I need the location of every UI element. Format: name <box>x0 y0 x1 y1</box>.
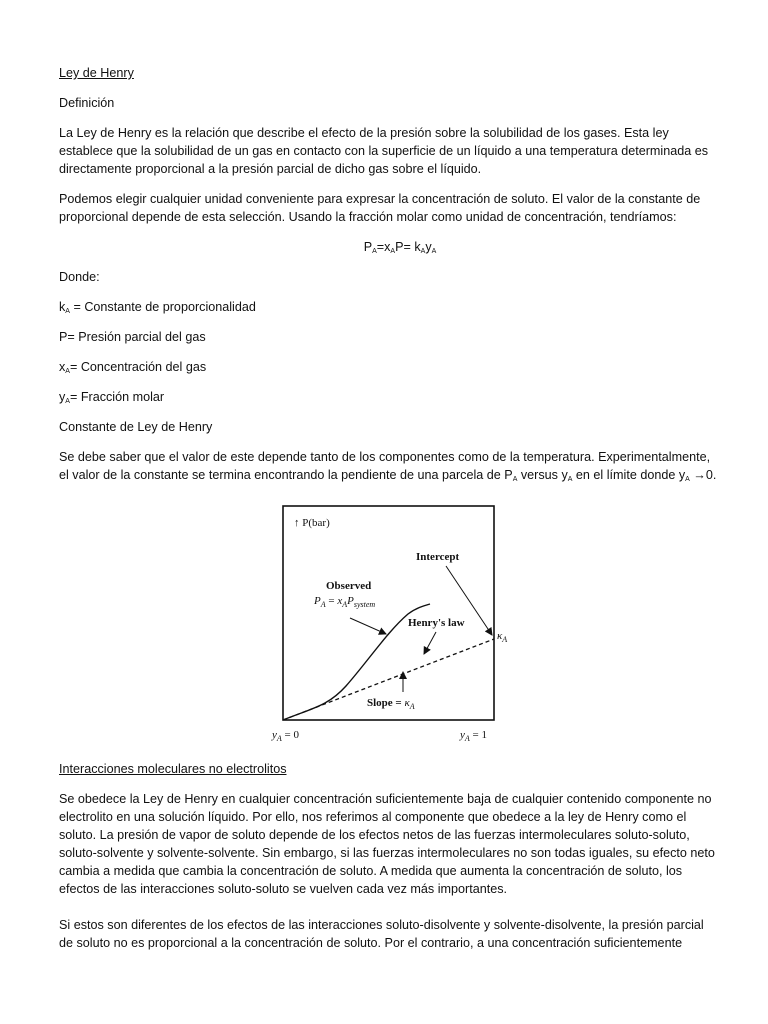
section-title-interactions: Interacciones moleculares no electrolitos <box>59 762 287 776</box>
henrys-law-label: Henry's law <box>408 617 465 629</box>
y-axis-label: ↑ P(bar) <box>294 517 330 529</box>
plot-frame <box>283 506 494 720</box>
paragraph-experimental: Se debe saber que el valor de este depende tanto de los componentes como de la temperatura. Experimentalmente, el valor de la constante se termina encontrando la pendiente de una parcela de $P_A$ versus $y_A$ en el límite donde $y_A \to 0$. <box>59 450 717 483</box>
x-right-label: $y_A = 1$ <box>460 729 487 743</box>
henry-law-diagram <box>268 496 568 746</box>
paragraph-solute-pressure: Si estos son diferentes de los efectos de las interacciones soluto-disolvente y solvente-disolvente, la presión parcial de soluto no es proporcional a la concentración de soluto. Por el contrario, a una concentración suficientemente <box>59 918 704 950</box>
observed-label: Observed <box>326 580 372 592</box>
slope-label: Slope = $\kappa_A$ <box>367 697 415 711</box>
definition-x: $x_A=$ Concentración del gas <box>59 360 207 375</box>
kappa-label: $\kappa_A$ <box>497 630 508 644</box>
henrys-law-arrow <box>424 632 436 654</box>
paragraph-units: Podemos elegir cualquier unidad conveniente para expresar la concentración de soluto. El valor de la constante de proporcional depende de esta selección. Usando la fracción molar como unidad de concentración, tendríamos: <box>59 192 701 224</box>
donde-label: Donde: <box>59 270 100 284</box>
observed-arrow <box>350 618 386 634</box>
definition-y: $y_A=$ Fracción molar <box>59 390 165 405</box>
definition-p: P= Presión parcial del gas <box>59 330 206 344</box>
document-title: Ley de Henry <box>59 66 134 80</box>
document-page <box>59 64 719 964</box>
paragraph-interactions: Se obedece la Ley de Henry en cualquier concentración suficientemente baja de cualquier contenido componente no electrolito en una solución líquido. Por ello, nos referimos al componente que obedece a la ley de Henry como el soluto. La presión de vapor de soluto depende de los efectos netos de las fuerzas intermoleculares soluto-soluto, soluto-solvente y solvente-solvente. Sin embargo, si las fuerzas intermoleculares no son todas iguales, su efecto neto cambia a medida que cambia la concentración de soluto. A medida que aumenta la concentración de soluto, los efectos de las interacciones soluto-soluto se vuelven cada vez más importantes. <box>59 792 715 896</box>
paragraph-definition: La Ley de Henry es la relación que describe el efecto de la presión sobre la solubilidad de los gases. Esta ley establece que la solubilidad de un gas en contacto con la superficie de un líquido a una temperatura determinada es directamente proporcional a la presión parcial de dicho gas sobre el líquido. <box>59 126 709 176</box>
constant-heading: Constante de Ley de Henry <box>59 420 213 434</box>
henry-law-figure <box>59 496 719 746</box>
definition-heading: Definición <box>59 96 115 110</box>
observed-equation: $P_A = x_AP_{system}$ <box>314 595 376 609</box>
definition-k: $k_A$ = Constante de proporcionalidad <box>59 300 256 315</box>
henry-formula: $P_A=x_AP= k_Ay_A$ <box>363 240 437 255</box>
intercept-label: Intercept <box>416 551 460 563</box>
x-left-label: $y_A = 0$ <box>272 729 299 743</box>
